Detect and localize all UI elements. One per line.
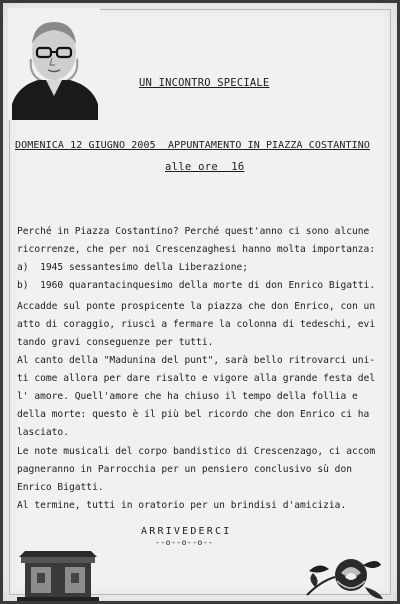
signoff: ARRIVEDERCI bbox=[141, 526, 232, 537]
date-line: DOMENICA 12 GIUGNO 2005 APPUNTAMENTO IN PIAZZA COSTANTINO bbox=[15, 140, 370, 151]
tomb-illustration bbox=[15, 547, 101, 601]
body-line: Al termine, tutti in oratorio per un brindisi d'amicizia. bbox=[17, 500, 347, 511]
document-title: UN INCONTRO SPECIALE bbox=[139, 77, 270, 89]
body-line: ricorrenze, che per noi Crescenzaghesi hanno molta importanza: bbox=[17, 244, 376, 255]
priest-portrait bbox=[8, 8, 100, 120]
body-line: pagneranno in Parrocchia per un pensiero conclusivo sù don bbox=[17, 464, 353, 475]
signoff-ornament: --o--o--o-- bbox=[155, 538, 214, 547]
body-line: Accadde sul ponte prospicente la piazza che don Enrico, con un bbox=[17, 301, 376, 312]
body-line: Perché in Piazza Costantino? Perché quest'anno ci sono alcune bbox=[17, 226, 370, 237]
body-line: a) 1945 sessantesimo della Liberazione; bbox=[17, 262, 249, 273]
document-page bbox=[3, 3, 397, 601]
time-line: alle ore 16 bbox=[165, 161, 245, 173]
body-line: tando gravi conseguenze per tutti. bbox=[17, 337, 214, 348]
body-line: b) 1960 quarantacinquesimo della morte di don Enrico Bigatti. bbox=[17, 280, 376, 291]
body-line: ti come allora per dare risalto e vigore alla grande festa del bbox=[17, 373, 376, 384]
body-line: atto di coraggio, riuscì a fermare la colonna di tedeschi, evi bbox=[17, 319, 376, 330]
body-line: Le note musicali del corpo bandistico di Crescenzago, ci accom bbox=[17, 446, 376, 457]
body-line: l' amore. Quell'amore che ha chiuso il tempo della follia e bbox=[17, 391, 358, 402]
body-line: lasciato. bbox=[17, 427, 69, 438]
body-line: Enrico Bigatti. bbox=[17, 482, 104, 493]
rose-illustration bbox=[301, 551, 387, 601]
body-line: Al canto della "Madunina del punt", sarà bello ritrovarci uni- bbox=[17, 355, 376, 366]
body-line: della morte: questo è il più bel ricordo che don Enrico ci ha bbox=[17, 409, 370, 420]
